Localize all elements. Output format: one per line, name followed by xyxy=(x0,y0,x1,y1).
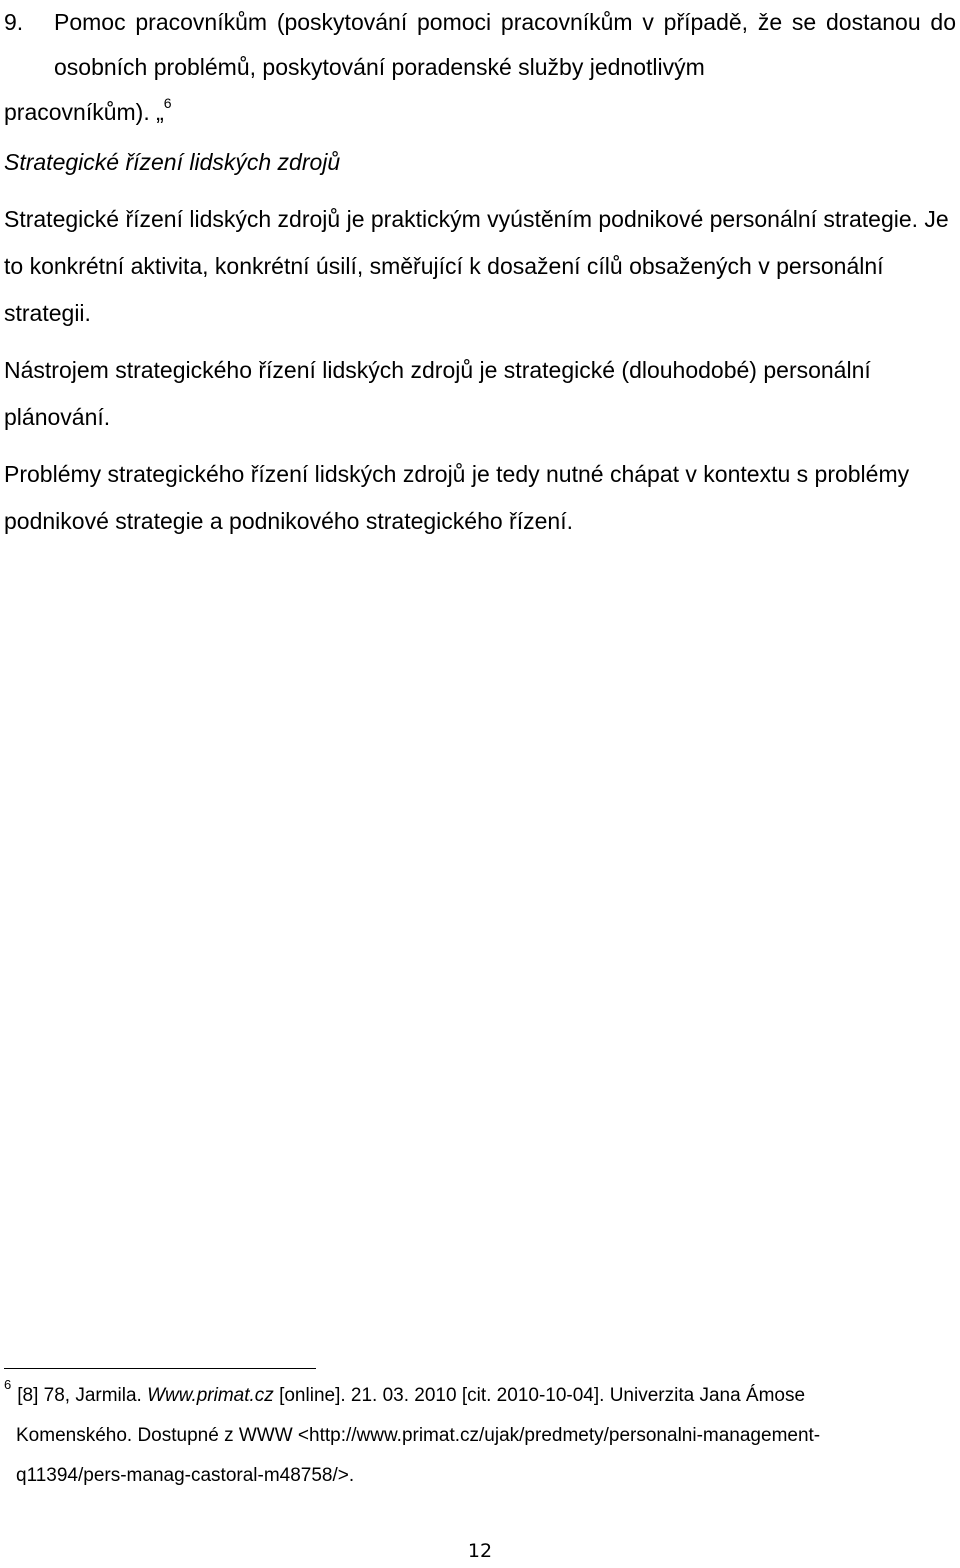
footnote-reference[interactable]: 6 xyxy=(163,95,172,111)
document-page xyxy=(4,0,956,1568)
footnote-author: [8] 78, Jarmila. xyxy=(17,1385,148,1406)
footnote-line-2[interactable]: Komenského. Dostupné z WWW <http://www.primat.cz/ujak/predmety/personalni-management- xyxy=(16,1425,821,1446)
paragraph-3: Problémy strategického řízení lidských zdrojů je tedy nutné chápat v kontextu s problémy podnikové strategie a podnikového strategického řízení. xyxy=(4,461,910,534)
paragraph-2: Nástrojem strategického řízení lidských zdrojů je strategické (dlouhodobé) personální plánování. xyxy=(4,357,871,430)
footnote-line-3[interactable]: q11394/pers-manag-castoral-m48758/>. xyxy=(16,1465,355,1486)
footnote-line-1 xyxy=(4,1376,956,1416)
list-item-text xyxy=(4,0,956,135)
footnote-separator xyxy=(4,1368,316,1369)
list-item-text-last-line xyxy=(4,90,956,135)
paragraph-1: Strategické řízení lidských zdrojů je praktickým vyústěním podnikové personální strategie. Je to konkrétní aktivita, konkrétní úsilí, směřující k dosažení cílů obsažených v personální strategii. xyxy=(4,206,949,326)
section-heading: Strategické řízení lidských zdrojů xyxy=(4,149,341,175)
footnote-number: 6 xyxy=(4,1377,12,1392)
list-item-9 xyxy=(4,0,956,135)
list-marker: 9. xyxy=(4,9,24,35)
footnote-6 xyxy=(4,1376,956,1496)
page-number: 12 xyxy=(467,1540,493,1562)
footnote-citation: [online]. 21. 03. 2010 [cit. 2010-10-04]. Univerzita Jana Ámose xyxy=(273,1385,806,1406)
list-item-text-end: pracovníkům). „ xyxy=(4,99,164,125)
footnote-source-title: Www.primat.cz xyxy=(147,1385,274,1406)
list-item-text-main: Pomoc pracovníkům (poskytování pomoci pracovníkům v případě, že se dostanou do osobních problémů, poskytování poradenské služby jednotlivým xyxy=(54,9,956,80)
